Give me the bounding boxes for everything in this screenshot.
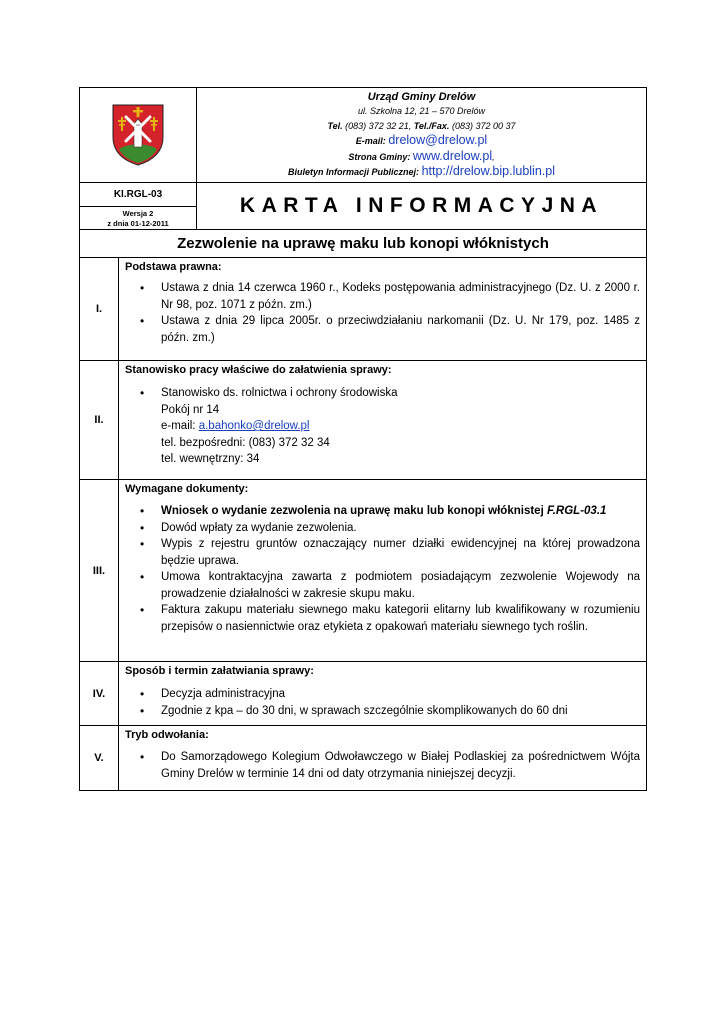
section-number: IV.: [80, 662, 119, 725]
bip-line: [197, 164, 646, 180]
header-row: [80, 88, 646, 183]
subject-row: [80, 230, 646, 258]
office-address: ul. Szkolna 12, 21 – 570 Drelów: [357, 106, 486, 116]
section-label: Podstawa prawna:: [125, 261, 222, 273]
code-column: [80, 183, 197, 229]
office-email-line: [197, 133, 646, 149]
internal-phone: tel. wewnętrzny: 34: [161, 453, 260, 465]
section-5: [80, 726, 646, 790]
version-info: [80, 207, 196, 229]
contact-email-link[interactable]: a.bahonko@drelow.pl: [198, 420, 310, 432]
title-row: [80, 183, 646, 230]
section-1: [80, 258, 646, 361]
office-phones: [197, 119, 646, 134]
list-item: • Decyzja administracyjna: [161, 686, 640, 703]
section-label: Tryb odwołania:: [125, 729, 209, 741]
email-label: E-mail:: [355, 136, 386, 146]
fax-value: (083) 372 00 37: [451, 120, 516, 131]
logo-cell: [80, 88, 197, 182]
information-card: [79, 87, 647, 791]
office-name: Urząd Gminy Drelów: [367, 91, 476, 103]
section-content: [119, 480, 646, 661]
section-label: Stanowisko pracy właściwe do załatwienia sprawy:: [125, 364, 392, 376]
list-item: • Zgodnie z kpa – do 30 dni, w sprawach szczególnie skomplikowanych do 60 dni: [161, 703, 640, 720]
list-item: • Faktura zakupu materiału siewnego maku kategorii elitarny lub kwalifikowany w rozumieniu przepisów o nasiennictwie oraz etykieta z opakowań materiału siewnego tych roślin.: [161, 602, 640, 635]
website-suffix: ,: [492, 151, 495, 162]
list-item: • Umowa kontraktacyjna zawarta z podmiotem posiadającym zezwolenie Wojewody na prowadzenie działalności w zakresie skupu maku.: [161, 569, 640, 602]
subject-title: Zezwolenie na uprawę maku lub konopi włóknistych: [177, 235, 549, 252]
office-email-link[interactable]: drelow@drelow.pl: [388, 133, 488, 147]
contact-email-label: e-mail:: [161, 420, 199, 432]
list-item: • Ustawa z dnia 14 czerwca 1960 r., Kodeks postępowania administracyjnego (Dz. U. z 2000 r. Nr 98, poz. 1071 z późn. zm.): [161, 280, 640, 313]
section-list: [125, 686, 640, 719]
section-list: [125, 749, 640, 782]
section-number: V.: [80, 726, 119, 790]
version-date: z dnia 01-12-2011: [107, 219, 169, 228]
list-item: [161, 385, 640, 468]
bip-link[interactable]: http://drelow.bip.lublin.pl: [421, 164, 555, 178]
room-number: Pokój nr 14: [161, 403, 220, 416]
section-3: [80, 480, 646, 662]
bip-label: Biuletyn Informacji Publicznej:: [288, 167, 420, 177]
section-content: [119, 258, 646, 360]
section-label: Wymagane dokumenty:: [125, 483, 249, 495]
document-code: KI.RGL-03: [80, 183, 196, 207]
list-item: • Do Samorządowego Kolegium Odwoławczego w Białej Podlaskiej za pośrednictwem Wójta Gminy Drelów w terminie 14 dni od daty otrzymania niniejszej decyzji.: [161, 749, 640, 782]
document-title: KARTA INFORMACYJNA: [239, 194, 604, 217]
section-content: [119, 726, 646, 790]
version-number: Wersja 2: [122, 209, 154, 218]
tel-value: (083) 372 32 21,: [345, 120, 412, 131]
position-name: • Stanowisko ds. rolnictwa i ochrony środowiska: [161, 387, 398, 399]
section-list: [125, 503, 640, 635]
coat-of-arms-logo: [111, 103, 165, 167]
office-website-link[interactable]: www.drelow.pl: [412, 148, 493, 163]
list-item: • Ustawa z dnia 29 lipca 2005r. o przeciwdziałaniu narkomanii (Dz. U. Nr 179, poz. 1485 z późn. zm.): [161, 313, 640, 346]
contact-email-line: [161, 418, 640, 435]
section-4: [80, 662, 646, 726]
website-label: Strona Gminy:: [348, 151, 411, 162]
direct-phone: tel. bezpośredni: (083) 372 32 34: [161, 436, 330, 449]
section-2: [80, 361, 646, 480]
list-item: • Dowód wpłaty za wydanie zezwolenia.: [161, 520, 640, 537]
section-list: [125, 280, 640, 346]
section-number: I.: [80, 258, 119, 360]
section-number: II.: [80, 361, 119, 479]
section-number: III.: [80, 480, 119, 661]
office-website-line: [197, 149, 646, 165]
section-content: [119, 662, 646, 725]
list-item: • Wypis z rejestru gruntów oznaczający numer działki ewidencyjnej na której prowadzona będzie uprawa.: [161, 536, 640, 569]
fax-label: Tel./Fax.: [413, 120, 450, 131]
tel-label: Tel.: [327, 120, 343, 131]
office-info: [197, 88, 646, 182]
section-list: [125, 385, 640, 468]
section-label: Sposób i termin załatwiania sprawy:: [125, 665, 314, 677]
list-item: [161, 503, 640, 520]
application-form-code: F.RGL-03.1: [546, 505, 607, 517]
section-content: [119, 361, 646, 479]
application-form-name: Wniosek o wydanie zezwolenia na uprawę maku lub konopi włóknistej: [161, 505, 544, 517]
